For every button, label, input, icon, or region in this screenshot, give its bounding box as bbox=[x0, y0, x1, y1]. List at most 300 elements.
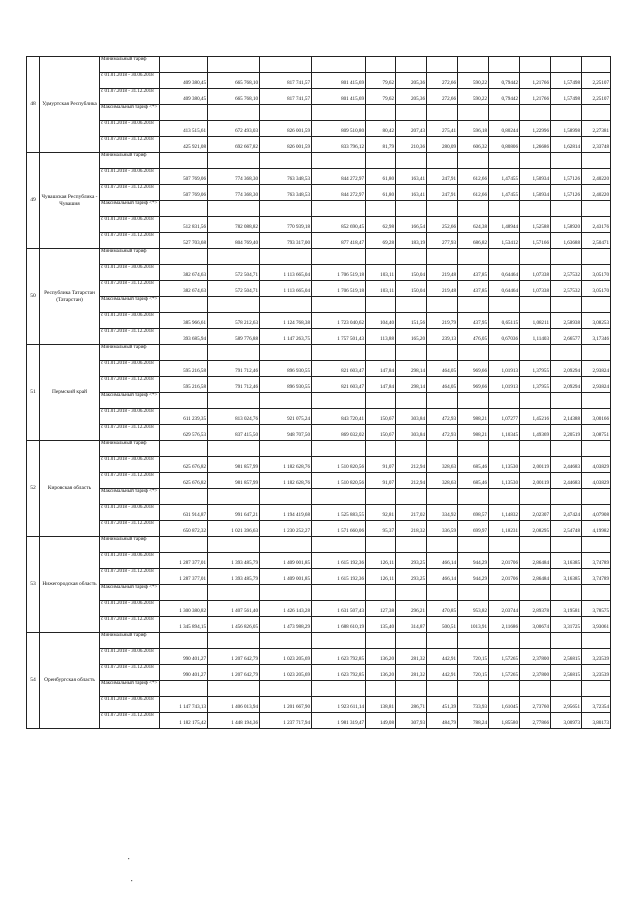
tariff-value-cell: 2,44683 bbox=[551, 473, 582, 489]
tariff-value-cell: 205,36 bbox=[396, 89, 427, 105]
tariff-value-cell: 3,00674 bbox=[520, 617, 551, 633]
tariff-value-cell: 821 603,47 bbox=[312, 361, 366, 377]
tariff-value-cell: 1,18231 bbox=[489, 521, 520, 537]
period-label: с 01.01.2018 - 30.06.2018 bbox=[100, 313, 160, 329]
tariff-value-cell: 1 147 263,75 bbox=[260, 329, 312, 345]
tariff-value-cell: 1,61045 bbox=[489, 697, 520, 713]
tariff-value-cell: 472,93 bbox=[427, 409, 458, 425]
tariff-value-cell: 1 023 205,69 bbox=[260, 649, 312, 665]
tariff-value-cell: 165,20 bbox=[396, 329, 427, 345]
tariff-value-cell: 2,56815 bbox=[551, 649, 582, 665]
tariff-value-cell: 944,29 bbox=[458, 553, 489, 569]
tariff-value-cell: 272,66 bbox=[427, 73, 458, 89]
period-label: Минимальный тариф bbox=[100, 633, 160, 649]
tariff-value-cell: 2,01706 bbox=[489, 553, 520, 569]
tariff-value-cell: 61,80 bbox=[366, 169, 396, 185]
tariff-value-cell: 791 712,46 bbox=[208, 377, 260, 393]
tariff-value-cell: 1 757 501,43 bbox=[312, 329, 366, 345]
tariff-value-cell: 1,07338 bbox=[520, 281, 551, 297]
period-label: с 01.07.2018 - 31.12.2018 bbox=[100, 665, 160, 681]
tariff-value-cell: 578 212,63 bbox=[208, 313, 260, 329]
tariff-value-cell: 685,46 bbox=[458, 457, 489, 473]
tariff-value-cell: 948 707,50 bbox=[260, 425, 312, 441]
tariff-value-cell: 685,46 bbox=[458, 473, 489, 489]
tariff-value-cell: 2,66577 bbox=[551, 329, 582, 345]
tariff-value-cell: 612,66 bbox=[458, 169, 489, 185]
region-index: 54 bbox=[27, 633, 40, 729]
tariff-value-cell: 665 768,10 bbox=[208, 89, 260, 105]
tariff-value-cell: 821 603,47 bbox=[312, 377, 366, 393]
tariff-value-cell: 869 032,02 bbox=[312, 425, 366, 441]
tariff-value-cell: 801 415,69 bbox=[312, 73, 366, 89]
tariff-value-cell: 163,41 bbox=[396, 169, 427, 185]
tariff-value-cell: 1,63688 bbox=[551, 233, 582, 249]
tariff-value-cell: 3,05170 bbox=[582, 265, 611, 281]
tariff-value-cell: 763 348,53 bbox=[260, 185, 312, 201]
tariff-value-cell: 307,93 bbox=[396, 713, 427, 729]
tariff-value-cell: 3,23539 bbox=[582, 649, 611, 665]
tariff-value-cell: 393 685,94 bbox=[160, 329, 208, 345]
period-label: Максимальный тариф <*> bbox=[100, 393, 160, 409]
tariff-value-cell: 2,14388 bbox=[551, 409, 582, 425]
period-label: Максимальный тариф <*> bbox=[100, 105, 160, 121]
tariff-value-cell: 293,25 bbox=[396, 569, 427, 585]
tariff-value-cell: 3,80173 bbox=[582, 713, 611, 729]
tariff-value-cell: 953,82 bbox=[458, 601, 489, 617]
tariff-value-cell: 451,39 bbox=[427, 697, 458, 713]
scan-speck bbox=[131, 880, 132, 881]
tariff-value-cell: 3,31725 bbox=[551, 617, 582, 633]
tariff-value-cell: 606,32 bbox=[458, 137, 489, 153]
tariff-value-cell: 81,79 bbox=[366, 137, 396, 153]
tariff-value-cell: 113,88 bbox=[366, 329, 396, 345]
tariff-value-cell: 1 571 660,06 bbox=[312, 521, 366, 537]
tariff-value-cell: 1 345 894,15 bbox=[160, 617, 208, 633]
period-label: с 01.01.2018 - 30.06.2018 bbox=[100, 217, 160, 233]
tariff-value-cell: 2,57532 bbox=[551, 281, 582, 297]
tariff-value-cell: 472,93 bbox=[427, 425, 458, 441]
region-name: Чувашская Республика - Чувашия bbox=[40, 153, 100, 249]
tariff-value-cell: 1 473 988,29 bbox=[260, 617, 312, 633]
period-label: с 01.07.2018 - 31.12.2018 bbox=[100, 617, 160, 633]
tariff-value-cell: 595 216,58 bbox=[160, 377, 208, 393]
period-label: с 01.01.2018 - 30.06.2018 bbox=[100, 121, 160, 137]
tariff-value-cell: 150,04 bbox=[396, 281, 427, 297]
tariff-value-cell: 1 409 001,85 bbox=[260, 553, 312, 569]
tariff-value-cell: 791 712,46 bbox=[208, 361, 260, 377]
tariff-value-cell: 1,01913 bbox=[489, 377, 520, 393]
region-name: Нижегородская область bbox=[40, 537, 100, 633]
tariff-value-cell: 328,63 bbox=[427, 457, 458, 473]
period-label: Минимальный тариф bbox=[100, 249, 160, 265]
period-label: с 01.01.2018 - 30.06.2018 bbox=[100, 553, 160, 569]
tariff-value-cell: 804 769,40 bbox=[208, 233, 260, 249]
period-label: Максимальный тариф <*> bbox=[100, 297, 160, 313]
tariff-value-cell: 442,91 bbox=[427, 665, 458, 681]
tariff-value-cell: 507 769,06 bbox=[160, 185, 208, 201]
tariff-value-cell: 1,10345 bbox=[489, 425, 520, 441]
tariff-value-cell: 3,23539 bbox=[582, 665, 611, 681]
tariff-value-cell: 385 966,61 bbox=[160, 313, 208, 329]
tariff-value-cell: 2,00119 bbox=[520, 457, 551, 473]
tariff-value-cell: 1,47455 bbox=[489, 169, 520, 185]
tariff-value-cell: 2,33748 bbox=[582, 137, 611, 153]
tariff-value-cell: 1,13530 bbox=[489, 473, 520, 489]
tariff-value-cell: 247,91 bbox=[427, 185, 458, 201]
tariff-value-cell: 239,13 bbox=[427, 329, 458, 345]
region-index: 48 bbox=[27, 57, 40, 153]
period-label: с 01.07.2018 - 31.12.2018 bbox=[100, 425, 160, 441]
tariff-value-cell: 2,56815 bbox=[551, 665, 582, 681]
tariff-value-cell: 624,38 bbox=[458, 217, 489, 233]
period-label: Минимальный тариф bbox=[100, 153, 160, 169]
tariff-value-cell: 1,07277 bbox=[489, 409, 520, 425]
tariff-value-cell: 1 623 792,85 bbox=[312, 665, 366, 681]
tariff-value-cell: 293,25 bbox=[396, 553, 427, 569]
tariff-value-cell: 437,95 bbox=[458, 313, 489, 329]
tariff-value-cell: 3,78575 bbox=[582, 601, 611, 617]
tariff-value-cell: 1,52588 bbox=[520, 217, 551, 233]
tariff-value-cell: 2,54748 bbox=[551, 521, 582, 537]
tariff-value-cell: 1 409 001,85 bbox=[260, 569, 312, 585]
period-label: Минимальный тариф bbox=[100, 441, 160, 457]
region-index: 51 bbox=[27, 345, 40, 441]
tariff-value-cell: 0,80244 bbox=[489, 121, 520, 137]
tariff-value-cell: 95,37 bbox=[366, 521, 396, 537]
tariff-value-cell: 1 201 667,90 bbox=[260, 697, 312, 713]
tariff-value-cell: 79,62 bbox=[366, 73, 396, 89]
tariff-value-cell: 990 401,27 bbox=[160, 649, 208, 665]
tariff-value-cell: 988,21 bbox=[458, 409, 489, 425]
period-label: с 01.07.2018 - 31.12.2018 bbox=[100, 137, 160, 153]
tariff-value-cell: 286,71 bbox=[396, 697, 427, 713]
tariff-value-cell: 1 706 519,18 bbox=[312, 281, 366, 297]
tariff-value-cell: 1 147 743,13 bbox=[160, 697, 208, 713]
tariff-value-cell: 464,05 bbox=[427, 377, 458, 393]
tariff-value-cell: 981 857,99 bbox=[208, 457, 260, 473]
tariff-value-cell: 281,32 bbox=[396, 649, 427, 665]
tariff-value-cell: 1 631 507,43 bbox=[312, 601, 366, 617]
tariff-value-cell: 1 426 143,28 bbox=[260, 601, 312, 617]
tariff-value-cell: 464,05 bbox=[427, 361, 458, 377]
tariff-value-cell: 1,57498 bbox=[551, 89, 582, 105]
tariff-value-cell: 1 525 883,55 bbox=[312, 505, 366, 521]
tariff-value-cell: 1 623 792,85 bbox=[312, 649, 366, 665]
period-label: с 01.01.2018 - 30.06.2018 bbox=[100, 601, 160, 617]
tariff-value-cell: 826 001,59 bbox=[260, 137, 312, 153]
tariff-value-cell: 328,63 bbox=[427, 473, 458, 489]
tariff-value-cell: 147,84 bbox=[366, 377, 396, 393]
period-label: с 01.07.2018 - 31.12.2018 bbox=[100, 185, 160, 201]
tariff-value-cell: 770 939,18 bbox=[260, 217, 312, 233]
tariff-value-cell: 1 207 642,79 bbox=[208, 649, 260, 665]
tariff-value-cell: 247,91 bbox=[427, 169, 458, 185]
tariff-value-cell: 476,05 bbox=[458, 329, 489, 345]
tariff-value-cell: 1 230 252,27 bbox=[260, 521, 312, 537]
tariff-value-cell: 1,26686 bbox=[520, 137, 551, 153]
tariff-value-cell: 1,58920 bbox=[551, 217, 582, 233]
tariff-value-cell: 382 674,63 bbox=[160, 265, 208, 281]
tariff-value-cell: 720,15 bbox=[458, 665, 489, 681]
tariff-value-cell: 277,93 bbox=[427, 233, 458, 249]
period-label: с 01.07.2018 - 31.12.2018 bbox=[100, 713, 160, 729]
tariff-value-cell: 4,19982 bbox=[582, 521, 611, 537]
tariff-value-cell: 0,64464 bbox=[489, 281, 520, 297]
region-name: Кировская область bbox=[40, 441, 100, 537]
tariff-value-cell: 62,98 bbox=[366, 217, 396, 233]
tariff-value-cell: 1 023 205,69 bbox=[260, 665, 312, 681]
tariff-value-cell: 686,82 bbox=[458, 233, 489, 249]
tariff-value-cell: 692 667,82 bbox=[208, 137, 260, 153]
period-label: с 01.07.2018 - 31.12.2018 bbox=[100, 569, 160, 585]
tariff-value-cell: 3,17346 bbox=[582, 329, 611, 345]
tariff-value-cell: 2,27381 bbox=[582, 121, 611, 137]
period-label: Максимальный тариф <*> bbox=[100, 489, 160, 505]
tariff-value-cell: 151,56 bbox=[396, 313, 427, 329]
tariff-value-cell: 219,48 bbox=[427, 281, 458, 297]
tariff-value-cell: 788,24 bbox=[458, 713, 489, 729]
period-label: с 01.07.2018 - 31.12.2018 bbox=[100, 233, 160, 249]
tariff-value-cell: 298,14 bbox=[396, 377, 427, 393]
tariff-value-cell: 2,57532 bbox=[551, 265, 582, 281]
tariff-value-cell: 1 300 380,82 bbox=[160, 601, 208, 617]
tariff-value-cell: 650 872,32 bbox=[160, 521, 208, 537]
tariff-value-cell: 281,32 bbox=[396, 665, 427, 681]
tariff-value-cell: 1 182 628,76 bbox=[260, 473, 312, 489]
tariff-value-cell: 1,85580 bbox=[489, 713, 520, 729]
tariff-value-cell: 2,37800 bbox=[520, 665, 551, 681]
period-label: Минимальный тариф bbox=[100, 57, 160, 73]
tariff-value-cell: 1 113 665,04 bbox=[260, 281, 312, 297]
tariff-value-cell: 442,91 bbox=[427, 649, 458, 665]
tariff-value-cell: 720,15 bbox=[458, 649, 489, 665]
tariff-value-cell: 2,73760 bbox=[520, 697, 551, 713]
tariff-value-cell: 625 676,82 bbox=[160, 473, 208, 489]
tariff-value-cell: 2,37800 bbox=[520, 649, 551, 665]
tariff-value-cell: 2,43176 bbox=[582, 217, 611, 233]
tariff-value-cell: 896 930,55 bbox=[260, 361, 312, 377]
region-name: Пермский край bbox=[40, 345, 100, 441]
region-index: 50 bbox=[27, 249, 40, 345]
tariff-value-cell: 1,58998 bbox=[551, 121, 582, 137]
tariff-value-cell: 183,19 bbox=[396, 233, 427, 249]
tariff-value-cell: 212,94 bbox=[396, 473, 427, 489]
tariff-value-cell: 91,07 bbox=[366, 457, 396, 473]
tariff-value-cell: 2,00119 bbox=[520, 473, 551, 489]
tariff-value-cell: 2,11686 bbox=[489, 617, 520, 633]
tariff-value-cell: 774 368,30 bbox=[208, 169, 260, 185]
tariff-value-cell: 1,47455 bbox=[489, 185, 520, 201]
tariff-value-cell: 1 182 628,76 bbox=[260, 457, 312, 473]
tariff-value-cell: 1,57126 bbox=[551, 169, 582, 185]
tariff-value-cell: 665 768,10 bbox=[208, 73, 260, 89]
tariff-value-cell: 3,00973 bbox=[551, 713, 582, 729]
tariff-value-cell: 1,13530 bbox=[489, 457, 520, 473]
tariff-value-cell: 1,49369 bbox=[520, 425, 551, 441]
tariff-value-cell: 413 515,61 bbox=[160, 121, 208, 137]
tariff-value-cell: 2,20519 bbox=[551, 425, 582, 441]
tariff-value-cell: 1,57265 bbox=[489, 649, 520, 665]
period-label: с 01.01.2018 - 30.06.2018 bbox=[100, 169, 160, 185]
tariff-value-cell: 0,65115 bbox=[489, 313, 520, 329]
tariff-value-cell: 733,93 bbox=[458, 697, 489, 713]
tariff-value-cell: 793 317,00 bbox=[260, 233, 312, 249]
tariff-value-cell: 896 930,55 bbox=[260, 377, 312, 393]
tariff-value-cell: 2,40220 bbox=[582, 169, 611, 185]
tariff-value-cell: 382 674,63 bbox=[160, 281, 208, 297]
tariff-value-cell: 2,09294 bbox=[551, 377, 582, 393]
tariff-value-cell: 2,86484 bbox=[520, 553, 551, 569]
tariff-value-cell: 0,79442 bbox=[489, 89, 520, 105]
tariff-value-cell: 1,01913 bbox=[489, 361, 520, 377]
tariff-value-cell: 572 504,71 bbox=[208, 265, 260, 281]
tariff-value-cell: 1,57166 bbox=[520, 233, 551, 249]
tariff-value-cell: 988,21 bbox=[458, 425, 489, 441]
tariff-value-cell: 877 418,47 bbox=[312, 233, 366, 249]
tariff-value-cell: 817 741,57 bbox=[260, 89, 312, 105]
tariff-value-cell: 1 207 642,79 bbox=[208, 665, 260, 681]
tariff-value-cell: 969,66 bbox=[458, 377, 489, 393]
tariff-value-cell: 217,02 bbox=[396, 505, 427, 521]
tariff-value-cell: 303,84 bbox=[396, 425, 427, 441]
tariff-value-cell: 3,05170 bbox=[582, 281, 611, 297]
tariff-value-cell: 79,62 bbox=[366, 89, 396, 105]
tariff-value-cell: 1 237 717,94 bbox=[260, 713, 312, 729]
tariff-value-cell: 314,87 bbox=[396, 617, 427, 633]
tariff-value-cell: 61,80 bbox=[366, 185, 396, 201]
period-label: с 01.07.2018 - 31.12.2018 bbox=[100, 329, 160, 345]
tariff-value-cell: 150,04 bbox=[396, 265, 427, 281]
tariff-value-cell: 813 024,76 bbox=[208, 409, 260, 425]
tariff-value-cell: 512 831,56 bbox=[160, 217, 208, 233]
tariff-value-cell: 91,07 bbox=[366, 473, 396, 489]
tariff-value-cell: 3,08253 bbox=[582, 313, 611, 329]
tariff-value-cell: 596,18 bbox=[458, 121, 489, 137]
tariff-value-cell: 272,66 bbox=[427, 89, 458, 105]
period-label: Максимальный тариф <*> bbox=[100, 681, 160, 697]
tariff-value-cell: 1 407 561,40 bbox=[208, 601, 260, 617]
tariff-value-cell: 1 923 611,14 bbox=[312, 697, 366, 713]
tariff-value-cell: 1 688 610,19 bbox=[312, 617, 366, 633]
tariff-value-cell: 1 510 820,56 bbox=[312, 457, 366, 473]
tariff-value-cell: 2,50471 bbox=[582, 233, 611, 249]
tariff-value-cell: 3,93061 bbox=[582, 617, 611, 633]
tariff-value-cell: 409 380,45 bbox=[160, 89, 208, 105]
tariff-value-cell: 629 576,53 bbox=[160, 425, 208, 441]
tariff-value-cell: 4,03829 bbox=[582, 457, 611, 473]
tariff-value-cell: 219,48 bbox=[427, 265, 458, 281]
tariff-value-cell: 1,57126 bbox=[551, 185, 582, 201]
tariff-value-cell: 0,80806 bbox=[489, 137, 520, 153]
tariff-value-cell: 69,28 bbox=[366, 233, 396, 249]
tariff-value-cell: 466,14 bbox=[427, 553, 458, 569]
period-label: с 01.07.2018 - 31.12.2018 bbox=[100, 89, 160, 105]
tariff-value-cell: 275,41 bbox=[427, 121, 458, 137]
tariff-value-cell: 809 510,80 bbox=[312, 121, 366, 137]
tariff-value-cell: 425 921,08 bbox=[160, 137, 208, 153]
tariff-value-cell: 484,79 bbox=[427, 713, 458, 729]
tariff-value-cell: 2,47424 bbox=[551, 505, 582, 521]
tariff-value-cell: 500,51 bbox=[427, 617, 458, 633]
tariff-value-cell: 3,72354 bbox=[582, 697, 611, 713]
tariff-value-cell: 699,97 bbox=[458, 521, 489, 537]
tariff-value-cell: 2,25107 bbox=[582, 89, 611, 105]
tariff-value-cell: 103,11 bbox=[366, 281, 396, 297]
tariff-value-cell: 1,50934 bbox=[520, 185, 551, 201]
period-label: с 01.01.2018 - 30.06.2018 bbox=[100, 697, 160, 713]
tariff-value-cell: 826 001,59 bbox=[260, 121, 312, 137]
tariff-value-cell: 0,64464 bbox=[489, 265, 520, 281]
tariff-value-cell: 0,67036 bbox=[489, 329, 520, 345]
tariff-value-cell: 2,86484 bbox=[520, 569, 551, 585]
tariff-value-cell: 104,40 bbox=[366, 313, 396, 329]
tariff-value-cell: 1 510 820,56 bbox=[312, 473, 366, 489]
tariff-value-cell: 147,84 bbox=[366, 361, 396, 377]
tariff-value-cell: 625 676,82 bbox=[160, 457, 208, 473]
tariff-value-cell: 3,16385 bbox=[551, 553, 582, 569]
tariff-value-cell: 3,00166 bbox=[582, 409, 611, 425]
tariff-value-cell: 1 448 194,36 bbox=[208, 713, 260, 729]
tariff-value-cell: 1,21766 bbox=[520, 89, 551, 105]
tariff-value-cell: 2,03744 bbox=[489, 601, 520, 617]
tariff-value-cell: 2,02307 bbox=[520, 505, 551, 521]
tariff-value-cell: 990 401,27 bbox=[160, 665, 208, 681]
tariff-value-cell: 1,21766 bbox=[520, 73, 551, 89]
tariff-value-cell: 969,66 bbox=[458, 361, 489, 377]
tariff-value-cell: 981 857,99 bbox=[208, 473, 260, 489]
tariff-value-cell: 127,38 bbox=[366, 601, 396, 617]
tariff-value-cell: 1 113 665,04 bbox=[260, 265, 312, 281]
region-name: Оренбургская область bbox=[40, 633, 100, 729]
tariff-value-cell: 844 272,97 bbox=[312, 169, 366, 185]
tariff-value-cell: 126,11 bbox=[366, 569, 396, 585]
tariff-value-cell: 1,62814 bbox=[551, 137, 582, 153]
tariff-value-cell: 801 415,69 bbox=[312, 89, 366, 105]
tariff-value-cell: 2,93824 bbox=[582, 377, 611, 393]
tariff-value-cell: 2,40220 bbox=[582, 185, 611, 201]
tariff-value-cell: 852 690,45 bbox=[312, 217, 366, 233]
tariff-value-cell: 1,50934 bbox=[520, 169, 551, 185]
tariff-value-cell: 1 287 377,01 bbox=[160, 553, 208, 569]
tariff-value-cell: 0,79442 bbox=[489, 73, 520, 89]
tariff-value-cell: 572 504,71 bbox=[208, 281, 260, 297]
tariff-value-cell: 698,57 bbox=[458, 505, 489, 521]
period-label: с 01.01.2018 - 30.06.2018 bbox=[100, 409, 160, 425]
period-label: с 01.07.2018 - 31.12.2018 bbox=[100, 521, 160, 537]
tariff-value-cell: 1,57498 bbox=[551, 73, 582, 89]
tariff-value-cell: 138,81 bbox=[366, 697, 396, 713]
tariff-value-cell: 466,14 bbox=[427, 569, 458, 585]
tariff-value-cell: 1 124 768,38 bbox=[260, 313, 312, 329]
tariff-value-cell: 1,22996 bbox=[520, 121, 551, 137]
tariff-value-cell: 3,16385 bbox=[551, 569, 582, 585]
tariff-value-cell: 92,81 bbox=[366, 505, 396, 521]
tariff-value-cell: 210,36 bbox=[396, 137, 427, 153]
tariff-value-cell: 1 021 396,63 bbox=[208, 521, 260, 537]
tariff-value-cell: 437,85 bbox=[458, 281, 489, 297]
region-index: 52 bbox=[27, 441, 40, 537]
tariff-value-cell: 126,11 bbox=[366, 553, 396, 569]
tariff-value-cell: 2,89378 bbox=[520, 601, 551, 617]
tariff-value-cell: 4,07908 bbox=[582, 505, 611, 521]
tariff-value-cell: 2,58938 bbox=[551, 313, 582, 329]
tariff-value-cell: 1013,91 bbox=[458, 617, 489, 633]
tariff-value-cell: 527 703,68 bbox=[160, 233, 208, 249]
tariff-value-cell: 296,21 bbox=[396, 601, 427, 617]
tariff-value-cell: 507 769,06 bbox=[160, 169, 208, 185]
tariff-value-cell: 2,25107 bbox=[582, 73, 611, 89]
tariff-value-cell: 103,11 bbox=[366, 265, 396, 281]
